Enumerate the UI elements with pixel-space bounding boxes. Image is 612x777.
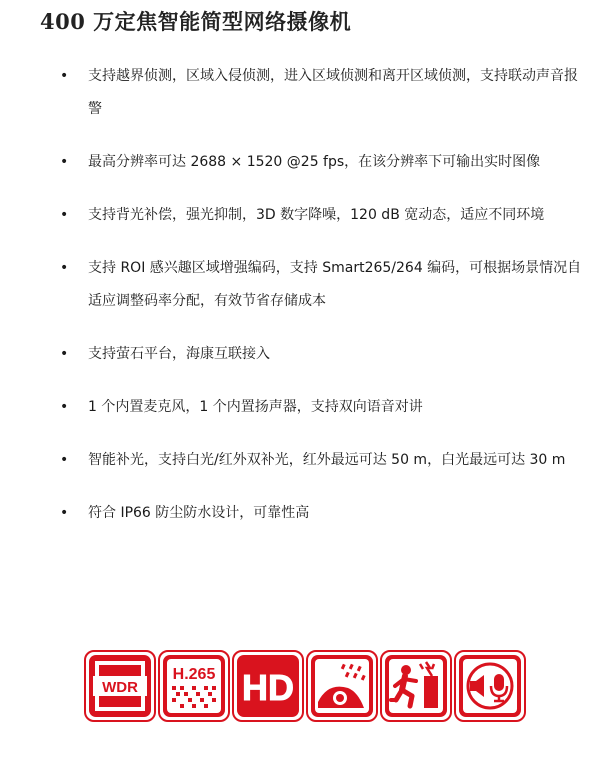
hd-icon xyxy=(232,650,304,722)
feature-text: 支持萤石平台，海康互联接入 xyxy=(88,346,270,362)
feature-text: 1 个内置麦克风，1 个内置扬声器，支持双向语音对讲 xyxy=(88,399,423,415)
list-item xyxy=(60,338,590,371)
bullet: • xyxy=(60,68,69,84)
feature-list xyxy=(60,60,590,550)
wdr-icon xyxy=(84,650,156,722)
page-title: 400 万定焦智能简型网络摄像机 xyxy=(40,9,352,34)
list-item xyxy=(60,391,590,424)
feature-text: 支持 ROI 感兴趣区域增强编码，支持 Smart265/264 编码，可根据场景情况自适应调整码率分配，有效节省存储成本 xyxy=(88,260,582,309)
hd-label: HD xyxy=(242,667,294,708)
bullet: • xyxy=(60,399,69,415)
bullet: • xyxy=(60,260,69,276)
feature-text: 最高分辨率可达 2688 × 1520 @25 fps，在该分辨率下可输出实时图像 xyxy=(88,154,541,170)
feature-icon-row xyxy=(84,650,526,722)
bullet: • xyxy=(60,207,69,223)
bullet: • xyxy=(60,154,69,170)
feature-text: 支持越界侦测，区域入侵侦测，进入区域侦测和离开区域侦测，支持联动声音报警 xyxy=(88,68,578,117)
intrusion-alarm-icon xyxy=(380,650,452,722)
list-item xyxy=(60,199,590,232)
h265-label: H.265 xyxy=(172,666,216,683)
list-item xyxy=(60,252,590,318)
two-way-audio-icon xyxy=(454,650,526,722)
h265-icon xyxy=(158,650,230,722)
feature-text: 支持背光补偿，强光抑制，3D 数字降噪，120 dB 宽动态，适应不同环境 xyxy=(88,207,545,223)
bullet: • xyxy=(60,346,69,362)
list-item xyxy=(60,60,590,126)
list-item xyxy=(60,146,590,179)
feature-text: 符合 IP66 防尘防水设计，可靠性高 xyxy=(88,505,310,521)
wdr-label: WDR xyxy=(102,679,138,696)
bullet: • xyxy=(60,505,69,521)
feature-text: 智能补光，支持白光/红外双补光，红外最远可达 50 m，白光最远可达 30 m xyxy=(88,452,566,468)
bullet: • xyxy=(60,452,69,468)
list-item xyxy=(60,444,590,477)
list-item xyxy=(60,497,590,530)
weatherproof-icon xyxy=(306,650,378,722)
